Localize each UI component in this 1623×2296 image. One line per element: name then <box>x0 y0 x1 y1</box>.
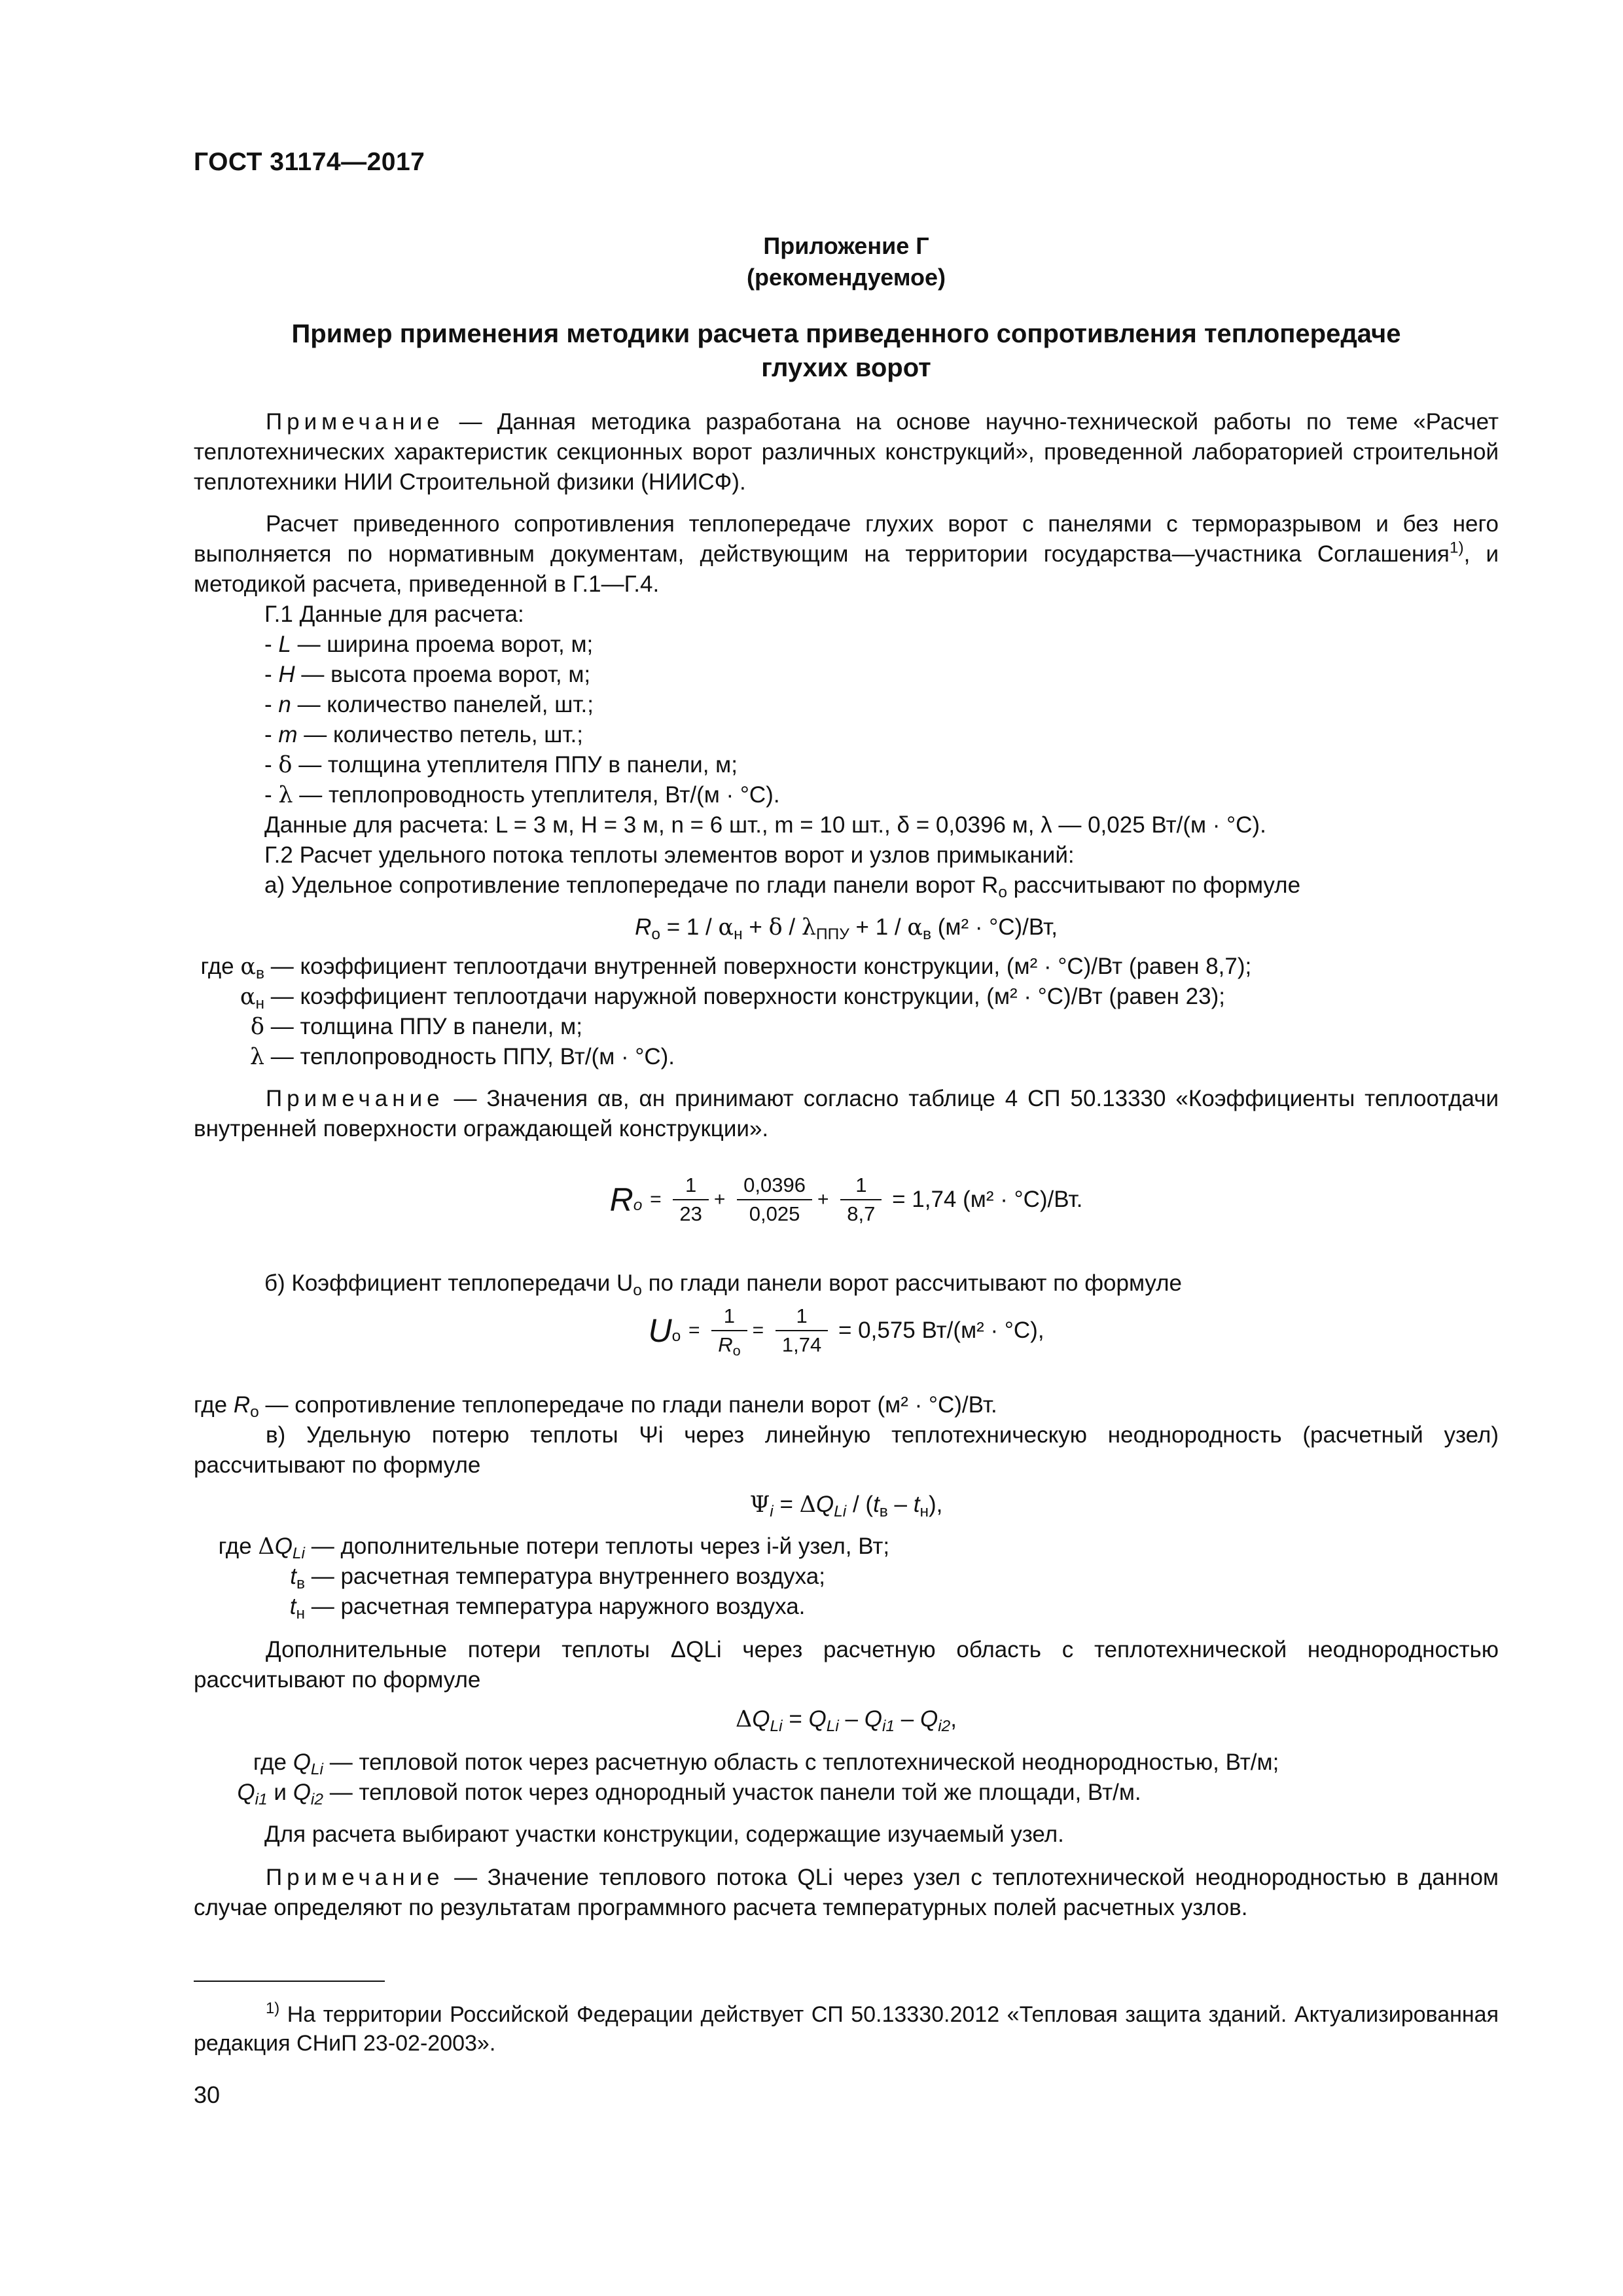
formula-ro-result: = 1,74 (м² · °С)/Вт. <box>892 1187 1083 1212</box>
g1-item: - λ — теплопроводность утеплителя, Вт/(м · °С). <box>264 782 780 808</box>
definition-row: λ — теплопроводность ППУ, Вт/(м · °С). <box>249 1044 675 1070</box>
appendix-title: Приложение Г <box>763 232 929 259</box>
g2-a-sub: о <box>998 883 1007 901</box>
section-title-line2: глухих ворот <box>761 353 931 382</box>
g1-title: Г.1 Данные для расчета: <box>264 601 524 627</box>
definition-row: δ — толщина ППУ в панели, м; <box>250 1014 582 1040</box>
note-1 <box>194 407 1499 497</box>
note-3-label: Примечание <box>266 1865 444 1890</box>
g1-item: - m — количество петель, шт.; <box>264 722 583 747</box>
definition-text: тепловой поток через однородный участок панели той же площади, Вт/м. <box>359 1780 1141 1805</box>
fraction: $\frac{0,0396}{0,025}$ <box>737 1172 812 1228</box>
note-2-label: Примечание <box>266 1086 444 1111</box>
g2-a-line <box>264 870 1300 901</box>
g2-b-line <box>264 1268 1182 1299</box>
definition-text: расчетная температура наружного воздуха. <box>340 1594 806 1619</box>
footnote-text: На территории Российской Федерации действует СП 50.13330.2012 «Тепловая защита зданий. Актуализированная редакция СНиП 23-02-2003». <box>194 2002 1499 2056</box>
g1-item-sym: m <box>278 722 298 747</box>
intro-tail: , и методикой расчета, приведенной в Г.1—Г.4. <box>194 541 1499 597</box>
formula-ro-units: (м² · °С)/Вт, <box>937 914 1058 940</box>
g1-item: - n — количество панелей, шт.; <box>264 692 594 717</box>
note-1-label: Примечание <box>266 409 444 435</box>
g2-b-text: б) Коэффициент теплопередачи U <box>264 1270 633 1296</box>
section-title-line1: Пример применения методики расчета приведенного сопротивления теплопередаче <box>291 319 1401 348</box>
g2-c-paragraph: в) Удельную потерю теплоты Ψi через линейную теплотехническую неоднородность (расчетный узел) рассчитывают по формуле <box>194 1422 1499 1478</box>
footnote <box>194 2000 1499 2058</box>
g2-b-sub: о <box>633 1281 642 1299</box>
g1-item-sym: n <box>278 692 291 717</box>
definition-row: $Q_{i1}$ и $Q_{i2}$ — тепловой поток через однородный участок панели той же площади, Вт/м. <box>237 1780 1141 1808</box>
footnote-mark: 1) <box>266 1999 280 2017</box>
g1-item-text: — ширина проема ворот, м; <box>291 632 594 657</box>
g2-a-text: а) Удельное сопротивление теплопередаче по глади панели ворот R <box>264 872 999 898</box>
definition-text: теплопроводность ППУ, Вт/(м · °С). <box>300 1044 675 1069</box>
g2-choice: Для расчета выбирают участки конструкции, содержащие изучаемый узел. <box>264 1821 1064 1847</box>
g1-item-sym: H <box>278 662 295 687</box>
fraction: $\frac{1}{1,74}$ <box>776 1302 828 1359</box>
g1-item-sym: λ <box>278 782 293 808</box>
definition-text: расчетная температура внутреннего воздуха; <box>340 1564 825 1589</box>
definition-row: $t_н$ — расчетная температура наружного воздуха. <box>289 1594 806 1623</box>
definition-row: $\alpha_н$ — коэффициент теплоотдачи наружной поверхности конструкции, (м² · °С)/Вт (равен 23); <box>240 984 1225 1013</box>
definition-row: где $\alpha_в$ — коэффициент теплоотдачи внутренней поверхности конструкции, (м² · °С)/Вт (равен 8,7); <box>200 954 1252 982</box>
formula-ro-calc: $R_о$ = $\frac{1}{23}$ + $\frac{0,0396}{0,025}$ + $\frac{1}{8,7}$ = 1,74 (м² · °С)/Вт. <box>194 1172 1499 1228</box>
g1-item-sym: L <box>278 632 291 657</box>
g1-item-text: — количество петель, шт.; <box>297 722 583 747</box>
definition-text: дополнительные потери теплоты через i-й узел, Вт; <box>340 1534 890 1559</box>
g1-item: - H — высота проема ворот, м; <box>264 662 591 687</box>
g1-item-text: — количество панелей, шт.; <box>291 692 594 717</box>
g2-title: Г.2 Расчет удельного потока теплоты элементов ворот и узлов примыканий: <box>264 842 1075 868</box>
intro-paragraph <box>194 509 1499 600</box>
note-2-text: — Значения αв, αн принимают согласно таблице 4 СП 50.13330 «Коэффициенты теплоотдачи внутренней поверхности ограждающей конструкции». <box>194 1086 1499 1141</box>
page-number: 30 <box>194 2081 221 2108</box>
g2-dq-paragraph: Дополнительные потери теплоты ΔQLi через расчетную область с теплотехнической неоднородностью рассчитывают по формуле <box>194 1637 1499 1693</box>
definition-row: $t_в$ — расчетная температура внутреннего воздуха; <box>290 1564 825 1592</box>
fraction: $\frac{1}{8,7}$ <box>840 1172 882 1228</box>
document-header: ГОСТ 31174—2017 <box>194 148 425 176</box>
g1-item-sym: δ <box>278 752 293 778</box>
g1-item-text: — толщина утеплителя ППУ в панели, м; <box>292 752 738 778</box>
definition-text: толщина ППУ в панели, м; <box>300 1014 582 1039</box>
formula-psi: $\Psi_i = \Delta Q_{Li} / (t_в - t_н)$, <box>749 1492 943 1520</box>
definition-row: где $Q_{Li}$ — тепловой поток через расчетную область с теплотехнической неоднородностью, Вт/м; <box>253 1749 1279 1778</box>
definition-text: тепловой поток через расчетную область с теплотехнической неоднородностью, Вт/м; <box>359 1749 1279 1775</box>
g2-b-tail: по глади панели ворот рассчитывают по формуле <box>641 1270 1183 1296</box>
g1-item-text: — теплопроводность утеплителя, Вт/(м · °С). <box>293 782 780 808</box>
definition-text: коэффициент теплоотдачи наружной поверхности конструкции, (м² · °С)/Вт (равен 23); <box>300 984 1225 1009</box>
g2-a-tail: рассчитывают по формуле <box>1007 872 1301 898</box>
appendix-heading <box>194 230 1499 293</box>
fraction: $\frac{1}{23}$ <box>673 1172 708 1228</box>
note-1-text: — Данная методика разработана на основе научно-технической работы по теме «Расчет теплотехнических характеристик секционных ворот различных конструкций», проведенной лабораторией строительной теплотехники НИИ Строительной физики (НИИСФ). <box>194 409 1499 495</box>
intro-text: Расчет приведенного сопротивления теплопередаче глухих ворот с панелями с терморазрывом и без него выполняется по нормативным документам, действующим на территории государства—участника Соглашения <box>194 511 1499 567</box>
g1-data-line: Данные для расчета: L = 3 м, H = 3 м, n = 6 шт., m = 10 шт., δ = 0,0396 м, λ — 0,025 Вт/(м · °С). <box>264 812 1266 838</box>
definition-row: где $\Delta Q_{Li}$ — дополнительные потери теплоты через i-й узел, Вт; <box>218 1534 890 1562</box>
formula-dq: $\Delta Q_{Li} = Q_{Li} - Q_{i1} - Q_{i2}$, <box>736 1706 957 1735</box>
g1-item: - δ — толщина утеплителя ППУ в панели, м; <box>264 752 738 778</box>
formula-ro: $R_о = 1 / \alpha_н + \delta / \lambda_{ППУ} + 1 / \alpha_в$ (м² · °С)/Вт, <box>635 914 1058 943</box>
footnote-separator <box>194 1981 385 1982</box>
fraction: $\frac{1}{R_о}$ <box>711 1302 747 1359</box>
formula-uo-calc: $U_о$ = $\frac{1}{R_о}$ = $\frac{1}{1,74}$ = 0,575 Вт/(м² · °С), <box>194 1302 1499 1359</box>
appendix-status: (рекомендуемое) <box>747 264 946 291</box>
formula-uo-result: = 0,575 Вт/(м² · °С), <box>838 1318 1044 1343</box>
section-title <box>194 317 1499 385</box>
g1-item-text: — высота проема ворот, м; <box>294 662 591 687</box>
definition-text: коэффициент теплоотдачи внутренней поверхности конструкции, (м² · °С)/Вт (равен 8,7); <box>300 954 1252 979</box>
note-3-text: — Значение теплового потока QLi через узел с теплотехнической неоднородностью в данном случае определяют по результатам программного расчета температурных полей расчетных узлов. <box>194 1865 1499 1920</box>
note-2 <box>194 1084 1499 1144</box>
definition-ro: где $R_о$ — сопротивление теплопередаче по глади панели ворот (м² · °С)/Вт. <box>194 1392 997 1421</box>
intro-footnote-mark: 1) <box>1449 539 1464 557</box>
g1-item: - L — ширина проема ворот, м; <box>264 632 594 657</box>
definition-ro-text: — сопротивление теплопередаче по глади панели ворот (м² · °С)/Вт. <box>265 1392 997 1418</box>
note-3 <box>194 1863 1499 1923</box>
